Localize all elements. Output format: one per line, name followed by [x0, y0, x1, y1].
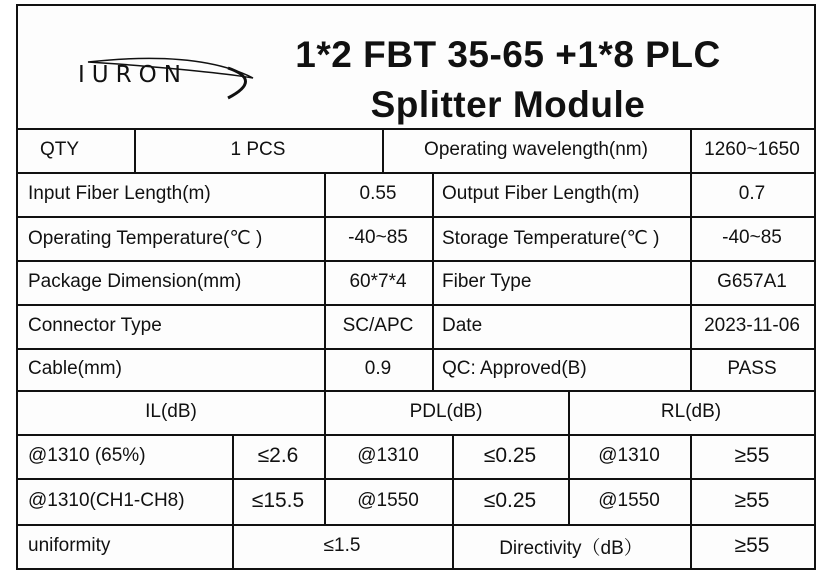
product-title-line2: Splitter Module: [370, 84, 646, 125]
il-value-1: ≤2.6: [257, 444, 299, 467]
uniformity-label: uniformity: [28, 535, 111, 556]
product-label: [16, 4, 816, 570]
qty-value: 1 PCS: [230, 139, 286, 160]
brand-name: IURON: [78, 62, 188, 88]
input-fiber-length-value: 0.55: [359, 183, 397, 204]
package-dimension-value: 60*7*4: [349, 271, 407, 292]
cable-label: Cable(mm): [28, 358, 122, 379]
il-value-2: ≤15.5: [251, 489, 305, 512]
rl-header: RL(dB): [660, 401, 722, 422]
directivity-label: Directivity（dB）: [499, 537, 643, 559]
output-fiber-length-label: Output Fiber Length(m): [442, 183, 640, 204]
qty-label: QTY: [40, 139, 80, 160]
storage-temp-label: Storage Temperature(℃ ): [442, 227, 660, 249]
directivity-value: ≥55: [734, 534, 770, 557]
fiber-type-value: G657A1: [717, 271, 787, 292]
operating-temp-label: Operating Temperature(℃ ): [28, 227, 263, 249]
wavelength-value: 1260~1650: [704, 139, 800, 160]
rl-condition-1: @1310: [598, 445, 660, 466]
il-header: IL(dB): [145, 401, 197, 422]
label-header: [18, 6, 814, 128]
il-condition-1: @1310 (65%): [28, 445, 146, 466]
qc-value: PASS: [727, 358, 777, 379]
pdl-condition-1: @1310: [357, 445, 419, 466]
product-title-line1: 1*2 FBT 35-65 +1*8 PLC: [295, 34, 721, 75]
operating-temp-value: -40~85: [348, 227, 408, 248]
uniformity-value: ≤1.5: [323, 535, 361, 556]
rl-condition-2: @1550: [598, 490, 660, 511]
pdl-value-1: ≤0.25: [483, 444, 537, 467]
pdl-header: PDL(dB): [409, 401, 483, 422]
input-fiber-length-label: Input Fiber Length(m): [28, 183, 211, 204]
date-label: Date: [442, 315, 483, 336]
connector-type-value: SC/APC: [342, 315, 414, 336]
package-dimension-label: Package Dimension(mm): [28, 271, 242, 292]
cable-value: 0.9: [364, 358, 392, 379]
pdl-condition-2: @1550: [357, 490, 419, 511]
date-value: 2023-11-06: [704, 315, 800, 336]
brand-logo: [78, 50, 258, 110]
il-condition-2: @1310(CH1-CH8): [28, 490, 185, 511]
rl-value-2: ≥55: [734, 489, 770, 512]
pdl-value-2: ≤0.25: [483, 489, 537, 512]
storage-temp-value: -40~85: [722, 227, 782, 248]
qc-label: QC: Approved(B): [442, 358, 587, 379]
rl-value-1: ≥55: [734, 444, 770, 467]
output-fiber-length-value: 0.7: [738, 183, 766, 204]
wavelength-label: Operating wavelength(nm): [424, 139, 648, 160]
connector-type-label: Connector Type: [28, 315, 162, 336]
fiber-type-label: Fiber Type: [442, 271, 532, 292]
